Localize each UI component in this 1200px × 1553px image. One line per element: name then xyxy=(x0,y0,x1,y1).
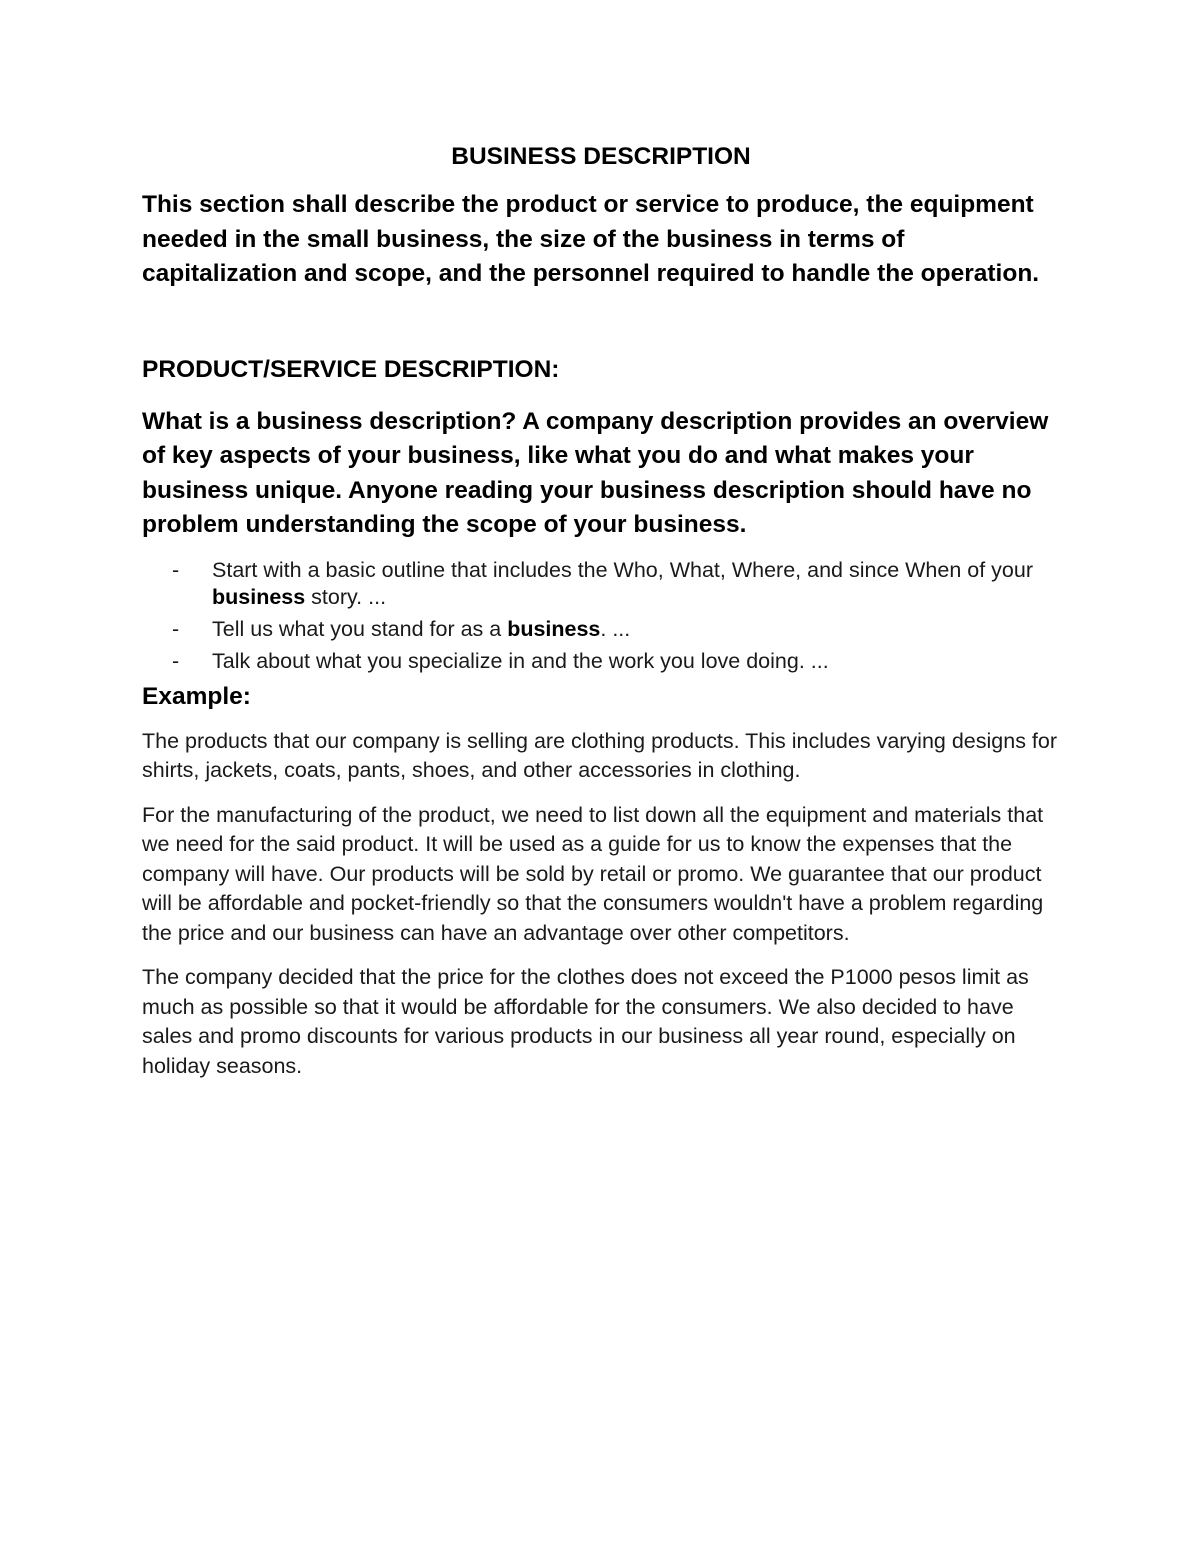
list-item xyxy=(172,616,1060,643)
dash-marker: - xyxy=(172,557,180,582)
section-heading: PRODUCT/SERVICE DESCRIPTION: xyxy=(142,355,560,383)
example-paragraph-3: The company decided that the price for the clothes does not exceed the P1000 pesos limit as much as possible so that it would be affordable for the consumers. We also decided to have sales and promo discounts for various products in our business all year round, especially on holiday seasons. xyxy=(142,965,1029,1078)
list-item-text: Talk about what you specialize in and the work you love doing. ... xyxy=(212,648,829,673)
example-paragraph-2: For the manufacturing of the product, we need to list down all the equipment and materials that we need for the said product. It will be used as a guide for us to know the expenses that the company will have. Our products will be sold by retail or promo. We guarantee that our product will be affordable and pocket-friendly so that the consumers wouldn't have a problem regarding the price and our business can have an advantage over other competitors. xyxy=(142,802,1044,945)
list-item xyxy=(172,557,1060,611)
list-item-text: Start with a basic outline that includes the Who, What, Where, and since When of your xyxy=(212,557,1033,582)
example-label: Example: xyxy=(142,682,251,710)
list-item xyxy=(172,648,1060,675)
dash-marker: - xyxy=(172,648,180,673)
list-item-text-end: story. ... xyxy=(305,584,387,609)
dash-marker: - xyxy=(172,616,180,641)
document-title: BUSINESS DESCRIPTION xyxy=(451,143,751,170)
example-paragraph-1: The products that our company is selling are clothing products. This includes varying designs for shirts, jackets, coats, pants, shoes, and other accessories in clothing. xyxy=(142,728,1058,782)
list-item-bold: business xyxy=(212,584,306,609)
list-item-bold: business xyxy=(507,616,601,641)
list-item-text-end: . ... xyxy=(600,616,631,641)
list-item-text: Tell us what you stand for as a xyxy=(212,616,508,641)
tips-list xyxy=(172,557,1060,675)
lead-paragraph: What is a business description? A company description provides an overview of key aspects of your business, like what you do and what makes your business unique. Anyone reading your business description should have no problem understanding the scope of your business. xyxy=(142,407,1049,538)
intro-paragraph: This section shall describe the product or service to produce, the equipment needed in the small business, the size of the business in terms of capitalization and scope, and the personnel required to handle the operation. xyxy=(142,191,1040,287)
